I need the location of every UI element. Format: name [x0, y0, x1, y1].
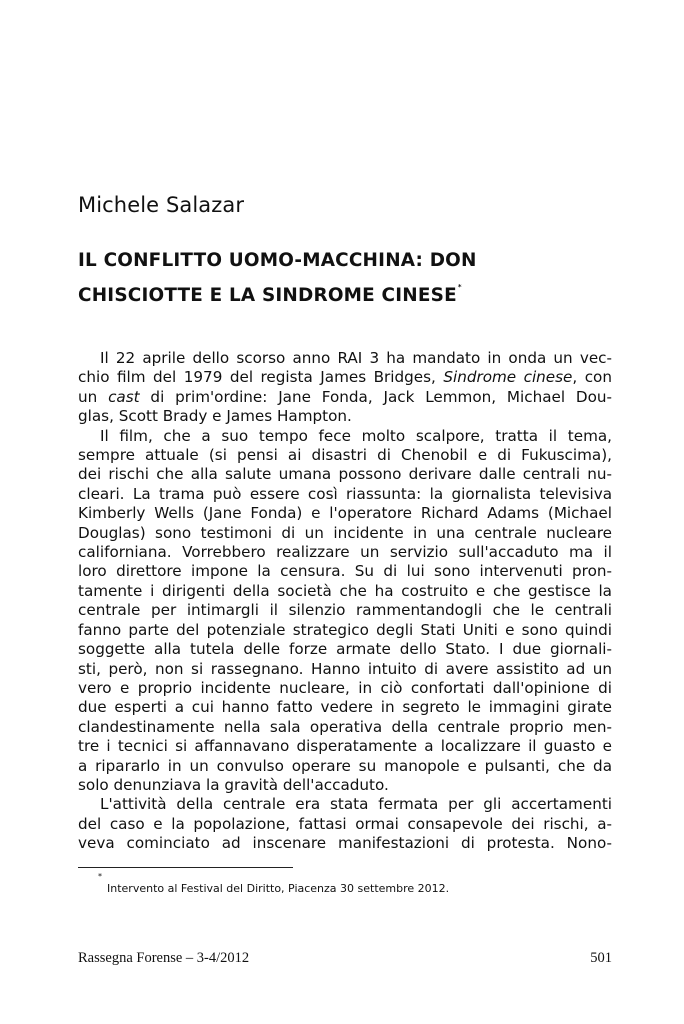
journal-name: Rassegna Forense – 3-4/2012 — [78, 950, 250, 966]
text-line: tamente i dirigenti della società che ha costruito e che gestisce la — [78, 581, 612, 600]
text-line: Il 22 aprile dello scorso anno RAI 3 ha mandato in onda un vec- — [100, 349, 612, 367]
title-line-2 — [78, 274, 618, 309]
text-run: chio film del 1979 del regista James Bridges, — [78, 368, 444, 387]
footnote-mark: * — [98, 872, 102, 881]
title-footnote-mark: * — [457, 283, 462, 291]
text-line: Il film, che a suo tempo fece molto scalpore, tratta il tema, — [100, 426, 612, 445]
text-line: Kimberly Wells (Jane Fonda) e l'operatore Richard Adams (Michael — [78, 504, 612, 523]
text-line — [78, 368, 612, 387]
text-line: dei rischi che alla salute umana possono derivare dalle centrali nu- — [78, 465, 612, 484]
author-name: Michele Salazar — [78, 193, 245, 217]
text-run: un — [78, 387, 109, 406]
text-line: glas, Scott Brady e James Hampton. — [78, 407, 352, 426]
text-line: L'attività della centrale era stata fermata per gli accertamenti — [100, 795, 612, 814]
text-line: fanno parte del potenziale strategico degli Stati Uniti e sono quindi — [78, 620, 612, 639]
paragraph-3 — [78, 795, 612, 853]
text-line: due esperti a cui hanno fatto vedere in segreto le immagini girate — [78, 698, 612, 717]
text-line: soggette alla tutela delle forze armate dello Stato. I due giornali- — [78, 640, 612, 659]
text-line: vero e proprio incidente nucleare, in ciò confortati dall'opinione di — [78, 678, 612, 697]
text-line: tre i tecnici si affannavano disperatamente a localizzare il guasto e — [78, 737, 612, 756]
title-line-2-text: CHISCIOTTE E LA SINDROME CINESE — [78, 285, 457, 306]
cast-italic: cast — [108, 387, 140, 406]
article-title — [78, 248, 618, 309]
footnote-rule — [78, 867, 293, 868]
text-line: californiana. Vorrebbero realizzare un servizio sull'accaduto ma il — [78, 543, 612, 562]
title-line-1: IL CONFLITTO UOMO-MACCHINA: DON — [78, 250, 477, 271]
text-run: , con — [572, 368, 612, 387]
text-line: clandestinamente nella sala operativa della centrale proprio men- — [78, 717, 612, 736]
text-line: solo denunziava la gravità dell'accaduto. — [78, 775, 389, 794]
text-line: cleari. La trama può essere così riassunta: la giornalista televisiva — [78, 484, 612, 503]
text-line: sempre attuale (si pensi ai disastri di Chenobil e di Fukuscima), — [78, 446, 612, 465]
text-line: centrale per intimargli il silenzio rammentandogli che le centrali — [78, 601, 612, 620]
film-title-italic: Sindrome cinese — [443, 368, 573, 387]
text-line: del caso e la popolazione, fattasi ormai consapevole dei rischi, a- — [78, 814, 612, 833]
paragraph-2 — [78, 427, 612, 796]
paragraph-1 — [78, 349, 612, 427]
footnote-text: Intervento al Festival del Diritto, Piacenza 30 settembre 2012. — [107, 882, 450, 895]
text-line — [78, 388, 612, 407]
text-line: loro direttore impone la censura. Su di lui sono intervenuti pron- — [78, 562, 612, 581]
text-line: veva cominciato ad inscenare manifestazioni di protesta. Nono- — [78, 834, 612, 853]
text-line: a ripararlo in un convulso operare su manopole e pulsanti, che da — [78, 756, 612, 775]
text-line: Douglas) sono testimoni di un incidente in una centrale nucleare — [78, 523, 612, 542]
article-body — [78, 349, 612, 854]
text-run: di prim'ordine: Jane Fonda, Jack Lemmon, Michael Dou- — [139, 387, 612, 406]
text-line: sti, però, non si rassegnano. Hanno intuito di avere assistito ad un — [78, 659, 612, 678]
page-number: 501 — [590, 950, 612, 966]
